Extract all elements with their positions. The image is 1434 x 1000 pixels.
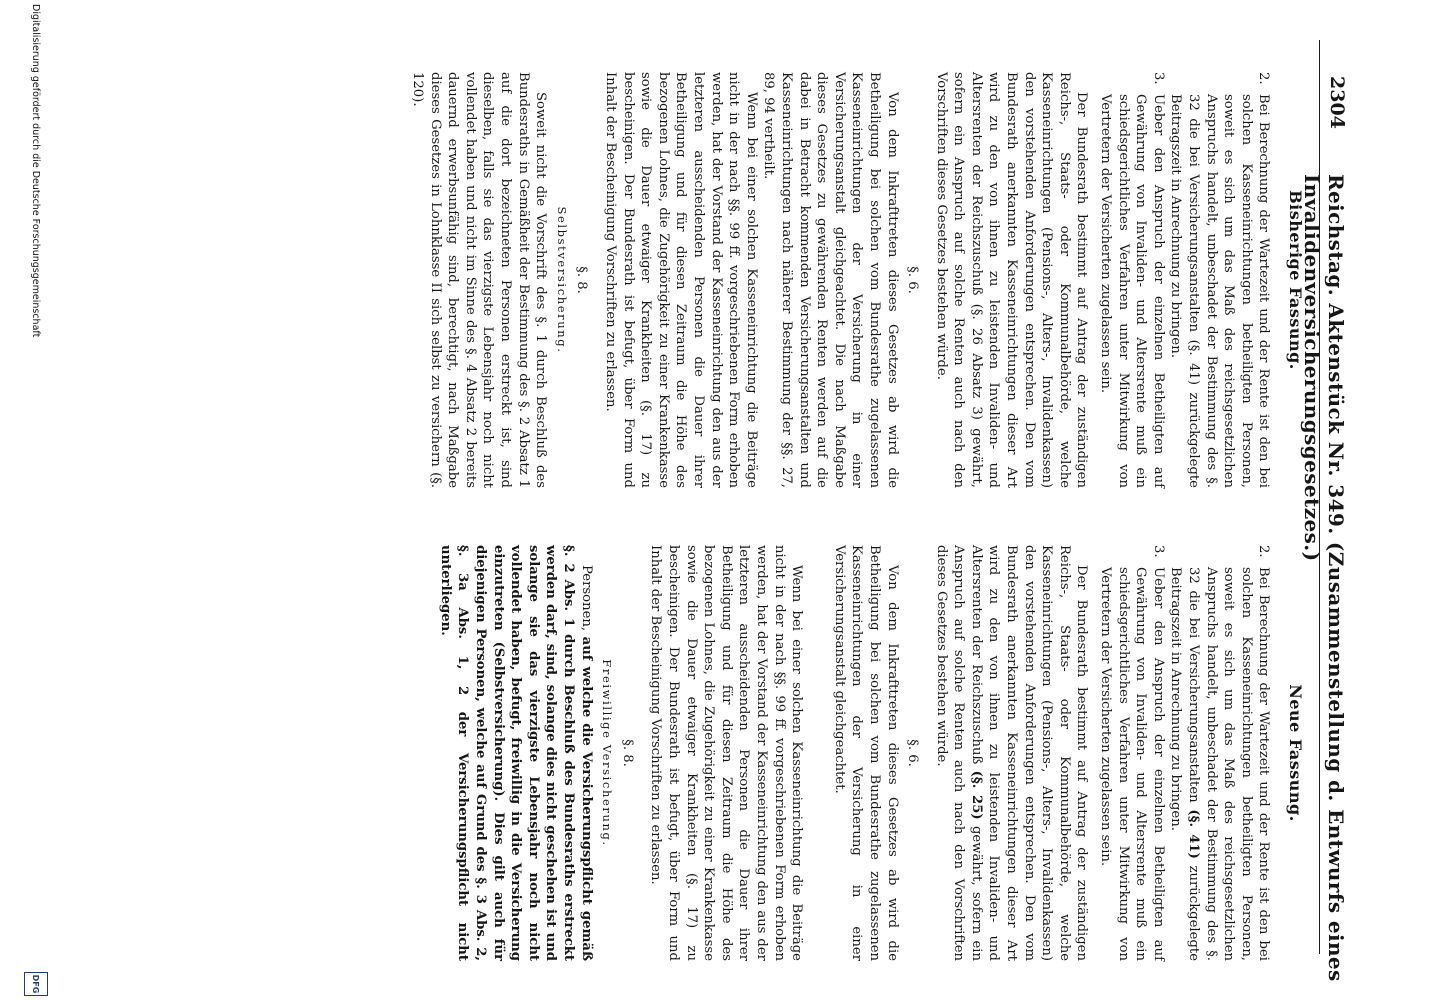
item-text: Bei Berechnung der Wartezeit und der Rente ist den bei solchen Kasseneinrichtungen betheiligten Personen, soweit es sich um das Maß des reichsgesetzlichen Anspruchs handelt, unbeschadet der Bestimmung des §. 32 die bei Versicherungsanstalten (§. 41) zurückgelegte Beitragszeit in Anrechnung zu bringen. [1168, 94, 1272, 488]
column-previous-version [409, 72, 1311, 488]
section-heading: §. 6. [905, 266, 921, 294]
item-text: zurückgelegte Beitragszeit in Anrechnung zu bringen. [1168, 567, 1202, 961]
list-item [1167, 545, 1273, 961]
changed-reference: (§. 25) [968, 770, 984, 820]
section-heading: §. 8. [574, 266, 590, 294]
header-rule [1319, 40, 1320, 954]
column-heading-previous: Bisherige Fassung. [1286, 190, 1305, 370]
paragraph-text: gewährt, sofern ein Anspruch auf solche Renten auch nach den Vorschriften dieses Gesetzes bestehen würde. [933, 545, 984, 961]
paragraph [436, 545, 594, 961]
paragraph: Von dem Inkrafttreten dieses Gesetzes ab wird die Betheiligung bei solchen vom Bundesrathe zugelassenen Kasseneinrichtungen der Versicherung in einer Versicherungsanstalt gleichgeachtet. [831, 545, 900, 961]
paragraph [932, 545, 1090, 961]
item-number: 3. [1150, 72, 1166, 85]
paragraph: Der Bundesrath bestimmt auf Antrag der zuständigen Reichs-, Staats- oder Kommunalbehörde, welche Kasseneinrichtungen (Pensions-, Alters-, Invalidenkassen) den vorstehenden Anforderungen entsprechen. Den vom Bundesrath anerkannten Kasseneinrichtungen dieser Art wird zu den von ihnen zu leistenden Invaliden- und Altersrenten der Reichszuschuß (§. 26 Absatz 3) gewährt, sofern ein Anspruch auf solche Renten auch nach den Vorschriften dieses Gesetzes bestehen würde. [933, 72, 1090, 488]
section-title: Freiwillige Versicherung. [600, 659, 615, 847]
paragraph-text: Personen, [578, 565, 594, 637]
page-number: 2304 [1326, 76, 1348, 129]
item-number: 2. [1256, 72, 1272, 85]
section-heading: §. 8. [619, 739, 635, 767]
paragraph: Wenn bei einer solchen Kasseneinrichtung die Beiträge nicht in der nach §§. 99 ff. vorgeschriebenen Form erhoben werden, hat der Vorstand der Kasseneinrichtung den aus der letzteren ausscheidenden Personen die Dauer ihrer Betheiligung und für diesen Zeitraum die Höhe des bezogenen Lohnes, die Zugehörigkeit zu einer Krankenkasse sowie die Dauer etwaiger Krankheiten (§. 17) zu bescheinigen. Der Bundesrath ist befugt, über Form und Inhalt der Bescheinigung Vorschriften zu erlassen. [648, 545, 805, 961]
item-text: Ueber den Anspruch der einzelnen Betheiligten auf Gewährung von Invaliden- und Altersrente muß ein schiedsgerichtliches Verfahren unter Mitwirkung von Vertretern der Versicherten zugelassen sein. [1098, 94, 1166, 488]
list-item [1096, 72, 1166, 488]
running-title: Reichstag. Aktenstück Nr. 349. (Zusammenstellung d. Entwurfs eines Invalidenversicherungsgesetzes.) [1300, 174, 1348, 982]
item-number: 3. [1150, 545, 1166, 558]
column-new-version [436, 545, 1310, 961]
item-number: 2. [1256, 545, 1272, 558]
paragraph-text: Der Bundesrath bestimmt auf Antrag der zuständigen Reichs-, Staats- oder Kommunalbehörde, welche Kasseneinrichtungen (Pensions-, Alters-, Invalidenkassen) den vorstehenden Anforderungen entsprechen. Den vom Bundesrath anerkannten Kasseneinrichtungen dieser Art wird zu den von ihnen zu leistenden Invaliden- und Altersrenten der Reichszuschuß [968, 545, 1090, 961]
list-item [1167, 72, 1273, 488]
column-heading-new: Neue Fassung. [1286, 684, 1305, 822]
digitization-credit: Digitalisierung gefördert durch die Deutsche Forschungsgemeinschaft [30, 4, 41, 338]
section-title: Selbstversicherung. [554, 206, 569, 354]
paragraph: Soweit nicht die Vorschrift des §. 1 durch Beschluß des Bundesraths in Gemäßheit der Bestimmung des §. 2 Absatz 1 auf die dort bezeichneten Personen erstreckt ist, sind dieselben, falls sie das vierzigste Lebensjahr noch nicht vollendet haben und nicht im Sinne des §. 4 Absatz 2 bereits dauernd erwerbsunfähig sind, berechtigt, nach Maßgabe dieses Gesetzes in Lohnklasse II sich selbst zu versichern (§. 120). [410, 72, 549, 488]
changed-text: auf welche die Versicherungspflicht gemäß §. 2 Abs. 1 durch Beschluß des Bundesraths erstreckt werden darf, sind, solange dies nicht geschehen ist und solange sie das vierzigste Lebensjahr noch nicht vollendet haben, befugt, freiwillig in die Versicherung einzutreten (Selbstversicherung). Dies gilt auch für diejenigen Personen, welche auf Grund des §. 3 Abs. 2, §. 3a Abs. 1, 2 der Versicherungspflicht nicht unterliegen. [437, 545, 594, 962]
section-heading: §. 6. [905, 739, 921, 767]
paragraph: Von dem Inkrafttreten dieses Gesetzes ab wird die Betheiligung bei solchen vom Bundesrathe zugelassenen Kasseneinrichtungen der Versicherung in einer Versicherungsanstalt gleichgeachtet. Die nach Maßgabe dieses Gesetzes zu gewährenden Renten werden auf die dabei in Betracht kommenden Versicherungsanstalten und Kasseneinrichtungen nach näherer Bestimmung der §§. 27, 89, 94 vertheilt. [761, 72, 900, 488]
dfg-logo: DFG [24, 972, 48, 996]
changed-reference: (§. 41) [1186, 809, 1202, 859]
item-text: Ueber den Anspruch der einzelnen Betheiligten auf Gewährung von Invaliden- und Altersrente muß ein schiedsgerichtliches Verfahren unter Mitwirkung von Vertretern der Versicherten zugelassen sein. [1098, 567, 1166, 961]
item-text: Bei Berechnung der Wartezeit und der Rente ist den bei solchen Kasseneinrichtungen betheiligten Personen, soweit es sich um das Maß des reichsgesetzlichen Anspruchs handelt, unbeschadet der Bestimmung des §. 32 die bei Versicherungsanstalten [1186, 567, 1272, 961]
paragraph: Wenn bei einer solchen Kasseneinrichtung die Beiträge nicht in der nach §§. 99 ff. vorgeschriebenen Form erhoben werden, hat der Vorstand der Kasseneinrichtung den aus der letzteren ausscheidenden Personen die Dauer ihrer Betheiligung und für diesen Zeitraum die Höhe des bezogenen Lohnes, die Zugehörigkeit zu einer Krankenkasse sowie die Dauer etwaiger Krankheiten (§. 17) zu bescheinigen. Der Bundesrath ist befugt, über Form und Inhalt der Bescheinigung Vorschriften zu erlassen. [603, 72, 759, 488]
list-item [1096, 545, 1166, 961]
